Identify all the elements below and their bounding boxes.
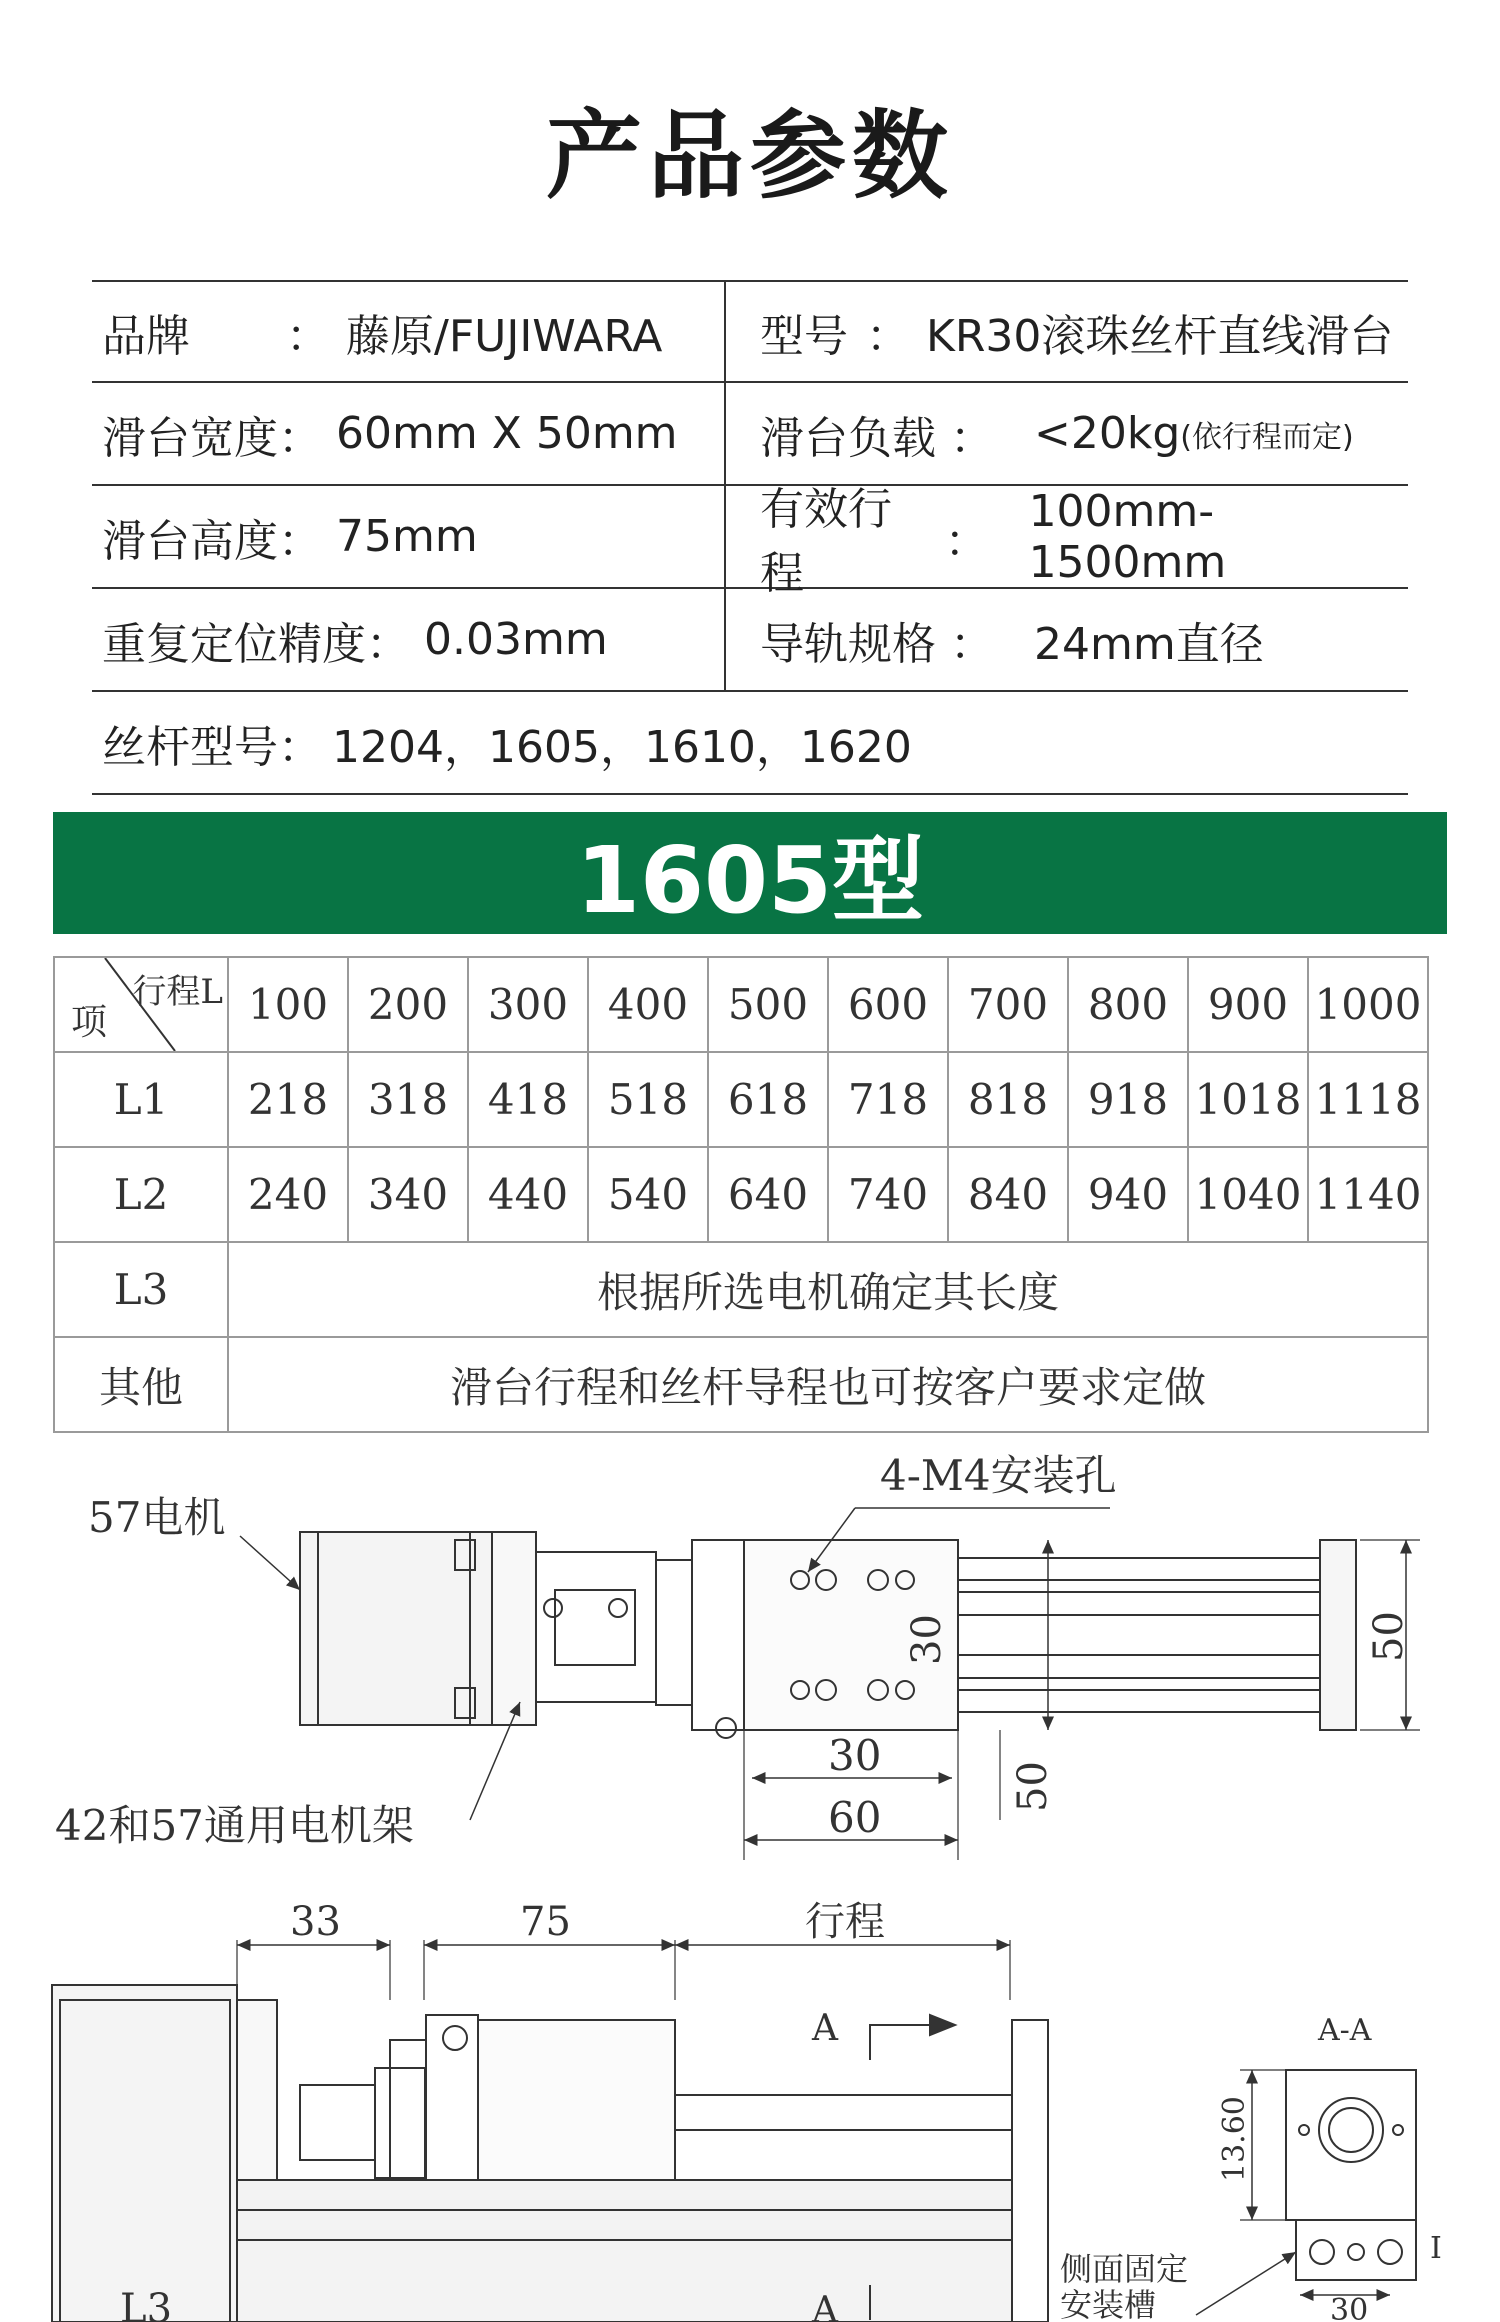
table-cell: 240 <box>228 1147 348 1242</box>
precision-value: 0.03mm <box>424 614 608 665</box>
stroke-cell: 800 <box>1068 957 1188 1052</box>
row-label: L2 <box>54 1147 228 1242</box>
screw-label: 丝杆型号 <box>102 721 278 773</box>
table-cell: 618 <box>708 1052 828 1147</box>
section-aa-label: A-A <box>1318 2013 1372 2048</box>
model-banner: 1605型 <box>53 812 1447 934</box>
brand-label: 品牌 <box>102 310 190 362</box>
table-header-row <box>54 957 1428 1052</box>
dim-stroke: 行程 <box>805 1899 885 1945</box>
stroke-cell: 900 <box>1188 957 1308 1052</box>
page-title: 产品参数 <box>546 100 954 212</box>
row-label: L3 <box>54 1242 228 1337</box>
table-cell: 840 <box>948 1147 1068 1242</box>
load-label: 滑台负载 <box>760 412 936 464</box>
load-note: (依行程而定) <box>1180 419 1354 455</box>
table-cell: 340 <box>348 1147 468 1242</box>
motor-label: 57电机 <box>88 1493 226 1542</box>
table-row-l1 <box>54 1052 1428 1147</box>
dim-30-bottom: 30 <box>1330 2293 1369 2322</box>
column-divider <box>724 282 726 381</box>
stroke-cell: 700 <box>948 957 1068 1052</box>
row-label: 其他 <box>54 1337 228 1432</box>
dim-13-60: 13.60 <box>1217 2096 1252 2182</box>
stroke-cell: 100 <box>228 957 348 1052</box>
mount-label: 42和57通用电机架 <box>55 1801 414 1850</box>
table-cell: 1040 <box>1188 1147 1308 1242</box>
stroke-cell: 1000 <box>1308 957 1428 1052</box>
table-cell: 1140 <box>1308 1147 1428 1242</box>
table-cell: 1118 <box>1308 1052 1428 1147</box>
height-value: 75mm <box>336 511 478 562</box>
screw-value: 1204，1605，1610，1620 <box>332 721 912 773</box>
spec-row-height: 滑台高度 ： 75mm 有效行程 ： 100mm-1500mm <box>92 486 1408 589</box>
spec-row-screw: 丝杆型号 ： 1204，1605，1610，1620 <box>92 692 1408 795</box>
corner-item-label: 项 <box>71 1002 108 1043</box>
model-value: KR30滚珠丝杆直线滑台 <box>926 310 1394 362</box>
table-cell: 418 <box>468 1052 588 1147</box>
dimension-table <box>53 956 1429 1433</box>
mark-i: I <box>1430 2231 1442 2266</box>
table-cell: 540 <box>588 1147 708 1242</box>
stroke-cell: 400 <box>588 957 708 1052</box>
table-cell: 718 <box>828 1052 948 1147</box>
other-note: 滑台行程和丝杆导程也可按客户要求定做 <box>228 1337 1428 1432</box>
side-slot-label-1: 侧面固定 <box>1060 2250 1189 2288</box>
width-label: 滑台宽度 <box>102 412 278 464</box>
table-cell: 518 <box>588 1052 708 1147</box>
table-cell: 818 <box>948 1052 1068 1147</box>
spec-row-precision: 重复定位精度 ： 0.03mm 导轨规格 ： 24mm直径 <box>92 589 1408 692</box>
load-value: <20kg <box>1034 408 1181 459</box>
table-cell: 318 <box>348 1052 468 1147</box>
row-label: L1 <box>54 1052 228 1147</box>
dim-50-right: 50 <box>1366 1611 1412 1662</box>
table-row-other <box>54 1337 1428 1432</box>
table-row-l3 <box>54 1242 1428 1337</box>
model-label: 型号 <box>760 310 848 362</box>
table-cell: 940 <box>1068 1147 1188 1242</box>
stroke-cell: 500 <box>708 957 828 1052</box>
precision-label: 重复定位精度 <box>102 618 366 670</box>
rail-label: 导轨规格 <box>760 618 936 670</box>
brand-value: 藤原/FUJIWARA <box>346 310 663 362</box>
stroke-label: 有效行程 <box>760 483 892 599</box>
dim-50-vertical: 50 <box>1010 1761 1056 1812</box>
table-cell: 640 <box>708 1147 828 1242</box>
section-a-bottom: A <box>812 2290 838 2322</box>
stroke-cell: 600 <box>828 957 948 1052</box>
corner-stroke-label: 行程L <box>132 972 223 1012</box>
table-cell: 1018 <box>1188 1052 1308 1147</box>
dim-33: 33 <box>290 1899 341 1945</box>
technical-drawing <box>0 1440 1500 2322</box>
spec-row-brand: 品牌 ： 藤原/FUJIWARA 型号 ： KR30滚珠丝杆直线滑台 <box>92 280 1408 383</box>
table-cell: 740 <box>828 1147 948 1242</box>
rail-value: 24mm直径 <box>1034 618 1264 670</box>
table-cell: 218 <box>228 1052 348 1147</box>
table-cell: 440 <box>468 1147 588 1242</box>
dim-60: 60 <box>828 1793 882 1842</box>
height-label: 滑台高度 <box>102 515 278 567</box>
side-view-drawing <box>52 1940 1416 2322</box>
width-value: 60mm X 50mm <box>336 408 678 459</box>
table-row-l2 <box>54 1147 1428 1242</box>
holes-label: 4-M4安装孔 <box>880 1451 1117 1500</box>
spec-row-width: 滑台宽度 ： 60mm X 50mm 滑台负载 ： <20kg (依行程而定) <box>92 383 1408 486</box>
stroke-value: 100mm-1500mm <box>1028 485 1227 588</box>
dim-30-vertical: 30 <box>904 1614 950 1665</box>
side-slot-label-2: 安装槽 <box>1060 2286 1157 2322</box>
l3-note: 根据所选电机确定其长度 <box>228 1242 1428 1337</box>
stroke-cell: 300 <box>468 957 588 1052</box>
dim-75: 75 <box>520 1899 571 1945</box>
stroke-cell: 200 <box>348 957 468 1052</box>
dim-30-horizontal: 30 <box>828 1731 882 1780</box>
table-cell: 918 <box>1068 1052 1188 1147</box>
corner-cell <box>54 957 228 1052</box>
spec-table <box>92 280 1408 795</box>
section-a-top: A <box>812 2008 838 2049</box>
dim-l3: L3 <box>120 2286 173 2322</box>
